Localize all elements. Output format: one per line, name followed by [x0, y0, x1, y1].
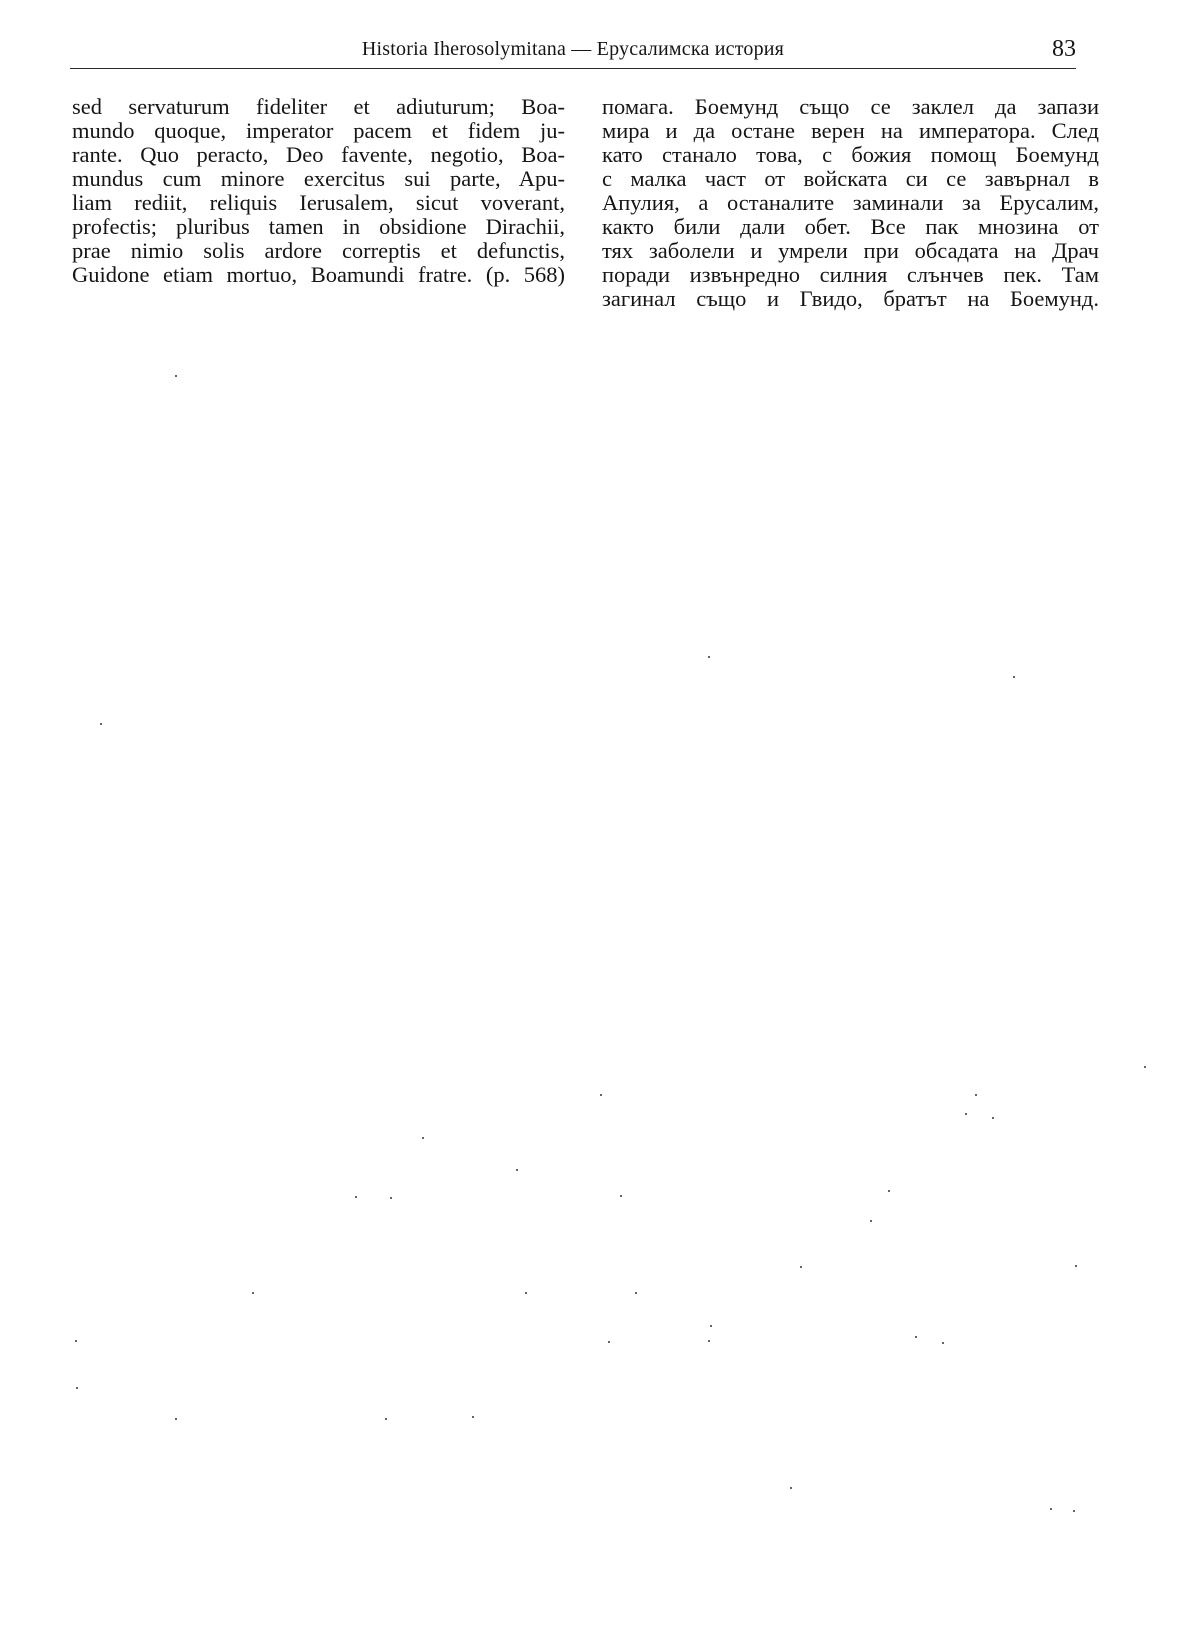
running-title: Historia Iherosolymitana — Ерусалимска история: [361, 38, 785, 60]
scan-speck: [800, 1266, 802, 1268]
latin-line: prae nimio solis ardore correptis et defunctis,: [72, 238, 565, 263]
scan-speck: [915, 1336, 917, 1338]
header-rule: [70, 68, 1076, 69]
scan-speck: [790, 1487, 792, 1489]
bulgarian-line: помага. Боемунд също се заклел да запази: [602, 94, 1099, 119]
scan-speck: [942, 1342, 944, 1344]
scan-speck: [472, 1416, 474, 1418]
scan-speck: [175, 1418, 177, 1420]
scan-speck: [600, 1094, 602, 1096]
page-number: 83: [1052, 36, 1076, 62]
scan-speck: [975, 1094, 977, 1096]
scan-speck: [1050, 1508, 1052, 1510]
latin-line: Guidone etiam mortuo, Boamundi fratre. (p. 568): [72, 262, 565, 287]
scan-speck: [1073, 1510, 1075, 1512]
latin-line: sed servaturum fideliter et adiuturum; Boa-: [72, 94, 565, 119]
latin-line: liam rediit, reliquis Ierusalem, sicut voverant,: [72, 190, 565, 215]
latin-line: mundo quoque, imperator pacem et fidem ju-: [72, 118, 565, 143]
scan-speck: [1144, 1066, 1146, 1068]
latin-line: rante. Quo peracto, Deo favente, negotio, Boa-: [72, 142, 565, 167]
latin-line: profectis; pluribus tamen in obsidione Dirachii,: [72, 214, 565, 239]
scan-speck: [870, 1220, 872, 1222]
bulgarian-line: поради извънредно силния слънчев пек. Там: [602, 262, 1099, 287]
scan-speck: [710, 1325, 712, 1327]
scan-speck: [390, 1197, 392, 1199]
page-header: [70, 38, 1076, 72]
bulgarian-line: с малка част от войската си се завърнал в: [602, 166, 1099, 191]
bulgarian-line: загинал също и Гвидо, братът на Боемунд.: [602, 286, 1099, 311]
scan-speck: [76, 1387, 78, 1389]
scan-speck: [620, 1195, 622, 1197]
scan-speck: [992, 1117, 994, 1119]
latin-line: mundus cum minore exercitus sui parte, Apu-: [72, 166, 565, 191]
scan-speck: [608, 1341, 610, 1343]
scan-speck: [355, 1196, 357, 1198]
latin-text-column: [72, 95, 565, 287]
scan-speck: [252, 1292, 254, 1294]
bulgarian-line: тях заболели и умрели при обсадата на Драч: [602, 238, 1099, 263]
bulgarian-line: като станало това, с божия помощ Боемунд: [602, 142, 1099, 167]
scan-speck: [965, 1113, 967, 1115]
bulgarian-line: Апулия, а останалите заминали за Ерусалим,: [602, 190, 1099, 215]
bulgarian-line: както били дали обет. Все пак мнозина от: [602, 214, 1099, 239]
bulgarian-line: мира и да остане верен на императора. След: [602, 118, 1099, 143]
scan-speck: [888, 1190, 890, 1192]
scan-speck: [385, 1418, 387, 1420]
bulgarian-text-column: [602, 95, 1099, 311]
scan-speck: [525, 1292, 527, 1294]
scan-speck: [175, 375, 177, 377]
scan-speck: [422, 1137, 424, 1139]
scan-speck: [75, 1340, 77, 1342]
scan-speck: [708, 1340, 710, 1342]
scan-speck: [1013, 676, 1015, 678]
scan-speck: [100, 723, 102, 725]
scan-speck: [708, 656, 710, 658]
scan-speck: [1075, 1265, 1077, 1267]
scan-speck: [516, 1169, 518, 1171]
scan-speck: [635, 1292, 637, 1294]
